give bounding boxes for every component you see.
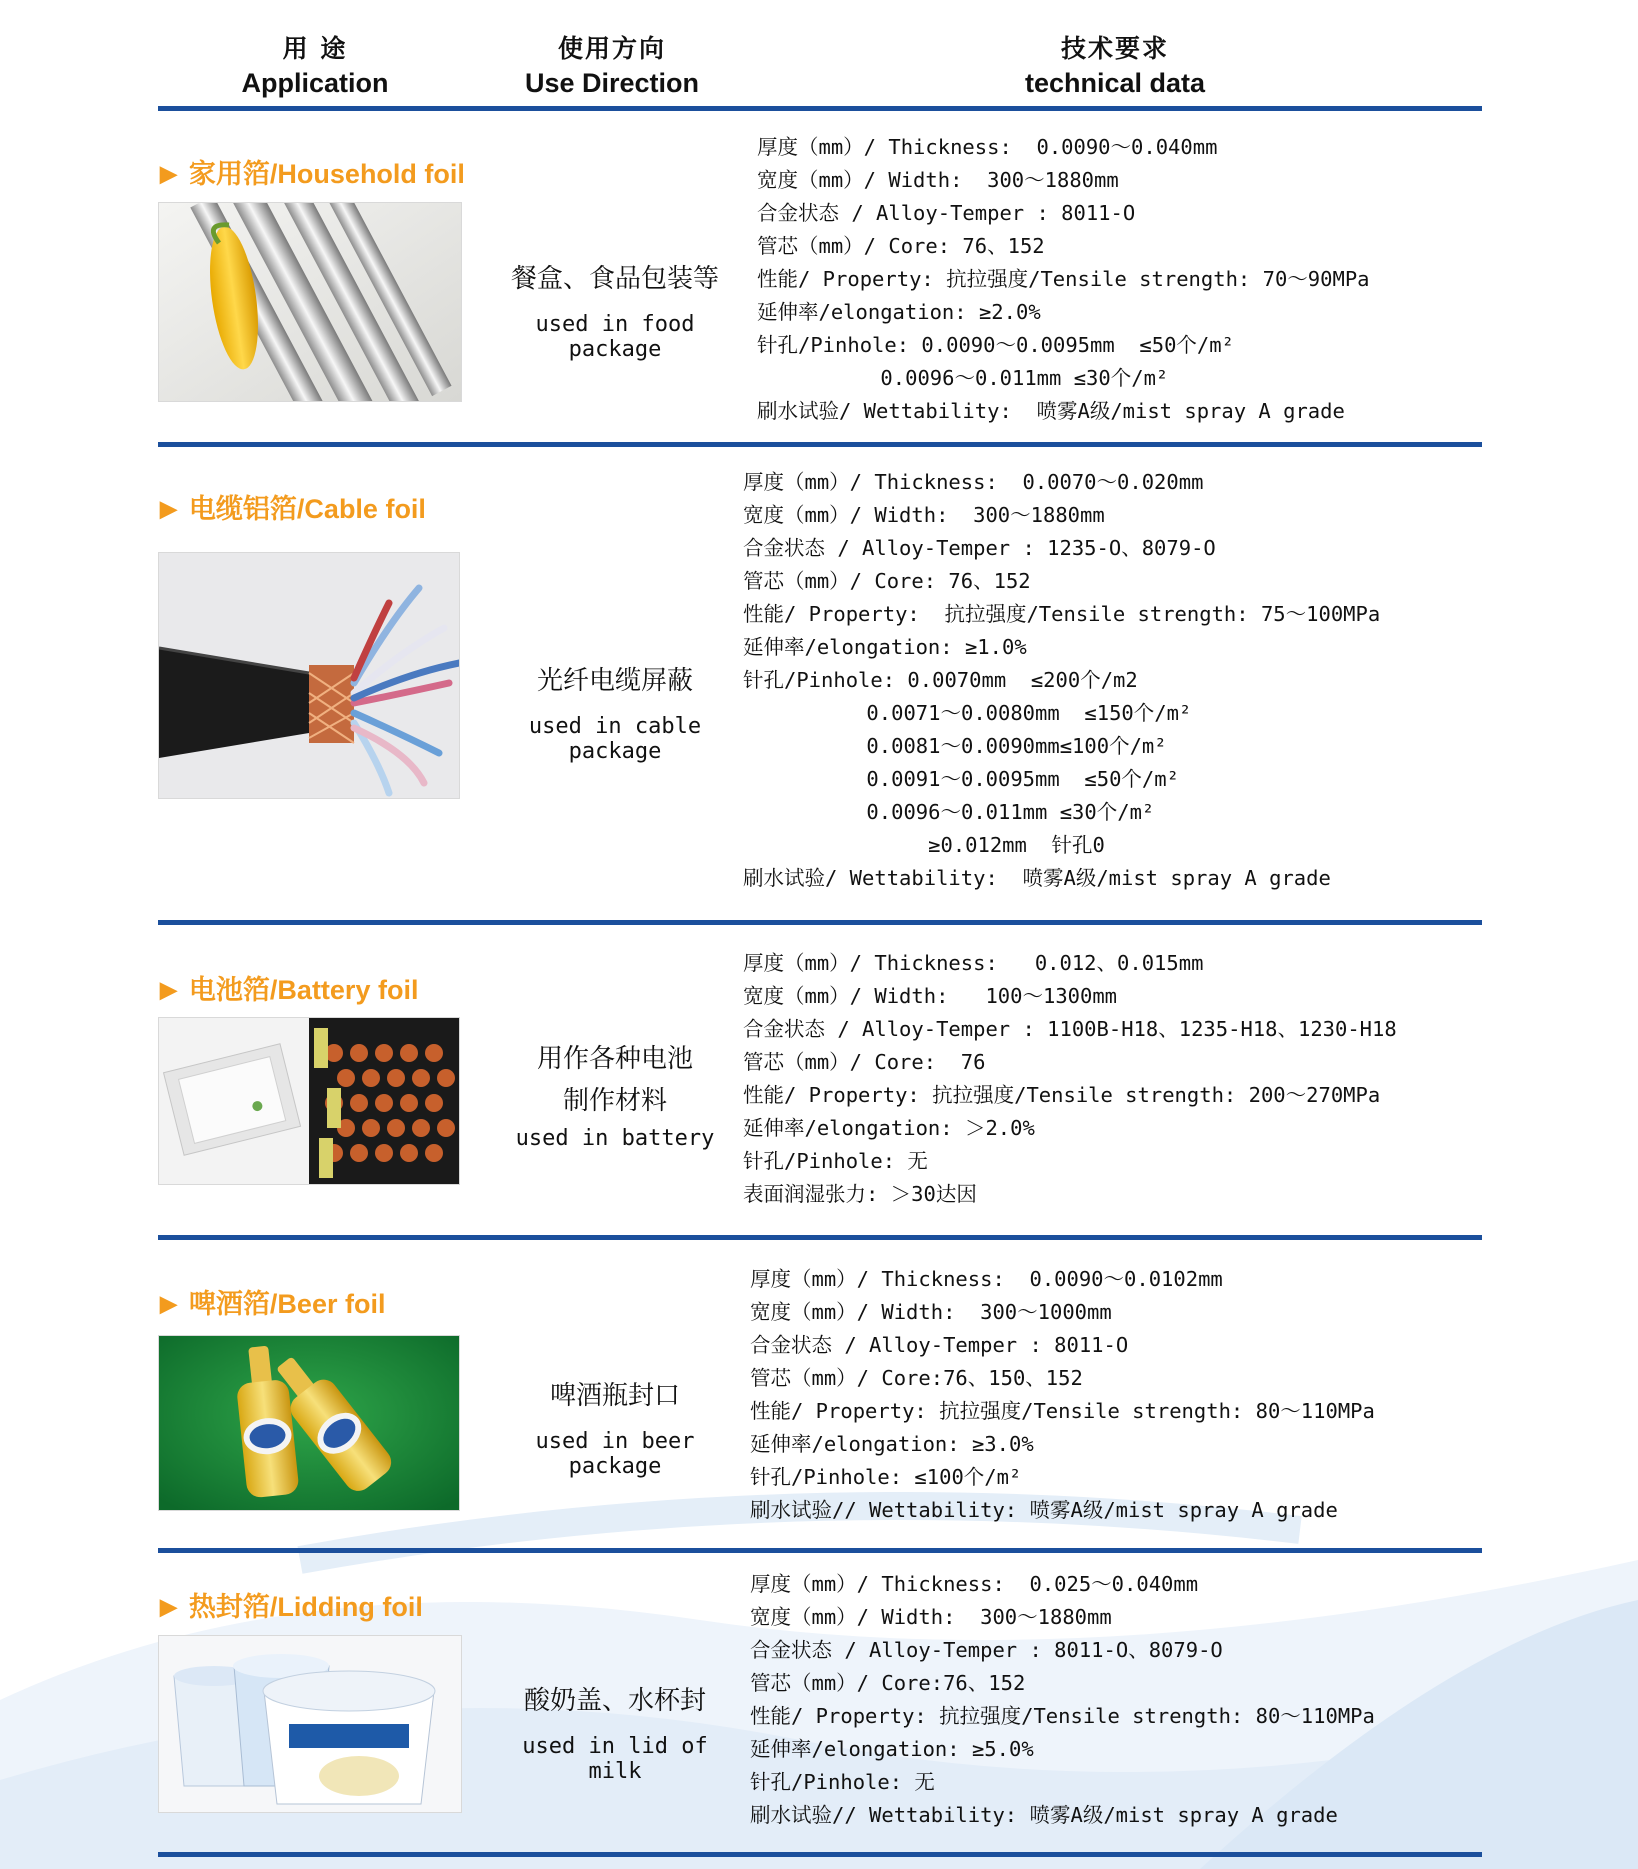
tech-line: 0.0081～0.0090mm≤100个/m² <box>743 734 1167 758</box>
tech-line: 刷水试验/ Wettability: 喷雾A级/mist spray A grade <box>743 866 1331 890</box>
use-en-block <box>495 1126 735 1151</box>
tech-line: 合金状态 / Alloy-Temper : 8011-O <box>750 1333 1129 1357</box>
use-en-line: used in lid of <box>522 1734 708 1759</box>
use-direction-lidding <box>495 1680 735 1784</box>
tech-line: 管芯（mm）/ Core: 76、152 <box>757 234 1045 258</box>
tech-line: 管芯（mm）/ Core: 76 <box>743 1050 986 1074</box>
section-title-beer <box>160 1282 385 1321</box>
lidding-foil-photo <box>158 1635 462 1813</box>
section-divider <box>158 1852 1482 1857</box>
tech-line: 性能/ Property: 抗拉强度/Tensile strength: 70～90MPa <box>757 267 1370 291</box>
section-divider <box>158 442 1482 447</box>
tech-line: 宽度（mm）/ Width: 100～1300mm <box>743 984 1118 1008</box>
header-technical-data-zh: 技术要求 <box>1060 34 1169 63</box>
triangle-bullet-icon: ▶ <box>160 1594 177 1619</box>
tech-line: 厚度（mm）/ Thickness: 0.012、0.015mm <box>743 951 1204 975</box>
beer-foil-photo <box>158 1335 460 1511</box>
tech-line: 刷水试验// Wettability: 喷雾A级/mist spray A grade <box>750 1498 1338 1522</box>
tech-line: 合金状态 / Alloy-Temper : 8011-O <box>757 201 1136 225</box>
header-technical-data-en: technical data <box>1024 68 1206 98</box>
section-divider <box>158 1548 1482 1553</box>
tech-line: 厚度（mm）/ Thickness: 0.025～0.040mm <box>750 1572 1199 1596</box>
use-zh-line: 制作材料 <box>562 1086 667 1116</box>
use-en-line: milk <box>588 1759 642 1784</box>
use-zh-line: 啤酒瓶封口 <box>549 1381 680 1411</box>
tech-line: 延伸率/elongation: ≥2.0% <box>757 300 1041 324</box>
use-en-block <box>495 312 735 362</box>
triangle-bullet-icon: ▶ <box>160 496 177 521</box>
tech-line: 合金状态 / Alloy-Temper : 1100B-H18、1235-H18、1230-H18 <box>743 1017 1397 1041</box>
section-title-text: 电池箔/Battery foil <box>188 975 419 1005</box>
tech-line: 厚度（mm）/ Thickness: 0.0070～0.020mm <box>743 470 1204 494</box>
use-zh-line: 光纤电缆屏蔽 <box>536 666 693 696</box>
tech-line: 延伸率/elongation: ≥3.0% <box>750 1432 1034 1456</box>
use-en-line: package <box>568 1454 662 1479</box>
tech-line: 延伸率/elongation: ＞2.0% <box>743 1116 1035 1140</box>
tech-line: 表面润湿张力: ＞30达因 <box>743 1182 977 1206</box>
section-title-household <box>160 152 465 191</box>
tech-line: 管芯（mm）/ Core:76、152 <box>750 1671 1026 1695</box>
use-direction-beer <box>495 1375 735 1479</box>
tech-line: 厚度（mm）/ Thickness: 0.0090～0.040mm <box>757 135 1218 159</box>
household-foil-photo <box>158 202 462 402</box>
tech-line: 0.0096～0.011mm ≤30个/m² <box>743 800 1155 824</box>
tech-line: 0.0071～0.0080mm ≤150个/m² <box>743 701 1192 725</box>
tech-line: ≥0.012mm 针孔0 <box>743 833 1105 857</box>
header-use-direction <box>502 32 722 100</box>
use-en-line: package <box>568 739 662 764</box>
tech-line: 刷水试验/ Wettability: 喷雾A级/mist spray A grade <box>757 399 1345 423</box>
tech-data-battery <box>743 947 1397 1211</box>
tech-line: 针孔/Pinhole: 无 <box>743 1149 928 1173</box>
header-technical-data <box>990 32 1240 100</box>
tech-line: 厚度（mm）/ Thickness: 0.0090～0.0102mm <box>750 1267 1223 1291</box>
use-en-line: used in beer <box>535 1429 695 1454</box>
tech-line: 性能/ Property: 抗拉强度/Tensile strength: 75～100MPa <box>743 602 1381 626</box>
section-divider <box>158 106 1482 111</box>
header-use-direction-zh: 使用方向 <box>557 34 666 63</box>
use-en-line: package <box>568 337 662 362</box>
tech-line: 针孔/Pinhole: 无 <box>750 1770 935 1794</box>
tech-line: 管芯（mm）/ Core:76、150、152 <box>750 1366 1083 1390</box>
use-direction-household <box>495 258 735 362</box>
section-divider <box>158 1235 1482 1240</box>
tech-line: 宽度（mm）/ Width: 300～1880mm <box>757 168 1119 192</box>
tech-line: 性能/ Property: 抗拉强度/Tensile strength: 80～110MPa <box>750 1399 1375 1423</box>
header-application-en: Application <box>241 68 389 98</box>
use-zh-line: 用作各种电池 <box>536 1044 693 1074</box>
section-title-lidding <box>160 1585 423 1624</box>
tech-data-household <box>757 131 1370 428</box>
tech-line: 针孔/Pinhole: ≤100个/m² <box>750 1465 1022 1489</box>
tech-line: 延伸率/elongation: ≥1.0% <box>743 635 1027 659</box>
use-en-block <box>495 1734 735 1784</box>
use-direction-battery <box>495 1038 735 1151</box>
tech-line: 合金状态 / Alloy-Temper : 1235-O、8079-O <box>743 536 1216 560</box>
header-use-direction-en: Use Direction <box>524 68 700 98</box>
use-direction-cable <box>495 660 735 764</box>
use-en-line: used in battery <box>515 1126 715 1151</box>
tech-line: 宽度（mm）/ Width: 300～1880mm <box>750 1605 1112 1629</box>
tech-line: 0.0096～0.011mm ≤30个/m² <box>757 366 1169 390</box>
header-application <box>215 32 415 100</box>
triangle-bullet-icon: ▶ <box>160 1291 177 1316</box>
use-zh-line: 餐盒、食品包装等 <box>510 264 719 294</box>
section-title-battery <box>160 968 418 1007</box>
tech-line: 管芯（mm）/ Core: 76、152 <box>743 569 1031 593</box>
tech-data-beer <box>750 1263 1375 1527</box>
tech-line: 针孔/Pinhole: 0.0070mm ≤200个/m2 <box>743 668 1138 692</box>
section-divider <box>158 920 1482 925</box>
tech-line: 宽度（mm）/ Width: 300～1880mm <box>743 503 1105 527</box>
tech-data-lidding <box>750 1568 1375 1832</box>
tech-line: 性能/ Property: 抗拉强度/Tensile strength: 80～110MPa <box>750 1704 1375 1728</box>
triangle-bullet-icon: ▶ <box>160 977 177 1002</box>
tech-line: 合金状态 / Alloy-Temper : 8011-O、8079-O <box>750 1638 1223 1662</box>
triangle-bullet-icon: ▶ <box>160 161 177 186</box>
tech-line: 针孔/Pinhole: 0.0090～0.0095mm ≤50个/m² <box>757 333 1234 357</box>
section-title-text: 热封箔/Lidding foil <box>188 1592 423 1622</box>
cable-foil-photo <box>158 552 460 799</box>
tech-line: 刷水试验// Wettability: 喷雾A级/mist spray A grade <box>750 1803 1338 1827</box>
header-application-zh: 用 途 <box>282 34 348 63</box>
use-zh-line: 酸奶盖、水杯封 <box>523 1686 706 1716</box>
section-title-text: 电缆铝箔/Cable foil <box>188 494 426 524</box>
tech-line: 延伸率/elongation: ≥5.0% <box>750 1737 1034 1761</box>
section-title-cable <box>160 487 426 526</box>
tech-data-cable <box>743 466 1380 895</box>
tech-line: 性能/ Property: 抗拉强度/Tensile strength: 200～270MPa <box>743 1083 1381 1107</box>
tech-line: 0.0091～0.0095mm ≤50个/m² <box>743 767 1179 791</box>
battery-foil-photo <box>158 1017 460 1185</box>
section-title-text: 啤酒箔/Beer foil <box>188 1289 386 1319</box>
section-title-text: 家用箔/Household foil <box>188 159 465 189</box>
use-en-block <box>495 1429 735 1479</box>
use-en-line: used in food <box>535 312 695 337</box>
tech-line: 宽度（mm）/ Width: 300～1000mm <box>750 1300 1112 1324</box>
use-en-block <box>495 714 735 764</box>
use-en-line: used in cable <box>528 714 702 739</box>
